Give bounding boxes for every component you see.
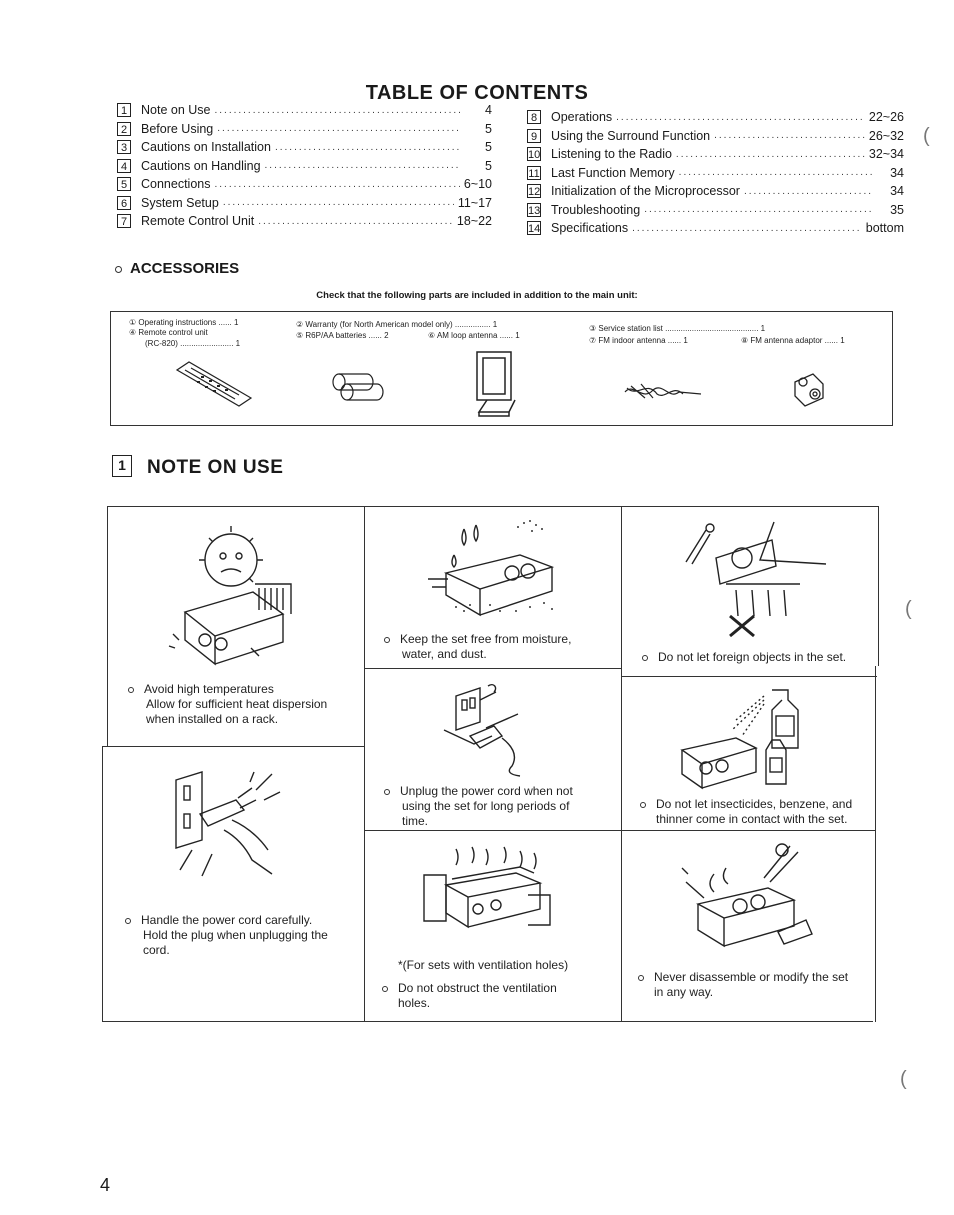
accessories-check-note: Check that the following parts are included in addition to the main unit: (316, 290, 638, 301)
toc-leader (215, 179, 460, 190)
accessories-box (110, 311, 893, 426)
toc-number: 5 (117, 177, 131, 191)
caption-text: Keep the set free from moisture, (400, 632, 572, 646)
toc-label: Troubleshooting (551, 202, 641, 217)
toc-leader (714, 130, 865, 141)
toc-label: Last Function Memory (551, 165, 675, 180)
grid-border (621, 830, 875, 831)
toc-label: Cautions on Handling (141, 158, 261, 173)
toc-page: 32~34 (868, 147, 904, 162)
toc-number: 10 (528, 149, 541, 162)
toc-leader (258, 216, 453, 227)
caption-text: Do not let insecticides, benzene, and (656, 797, 853, 811)
caption-text: Unplug the power cord when not (400, 784, 573, 798)
caption-line (638, 970, 848, 985)
ventilation-illustration (416, 845, 556, 935)
toc-number: 3 (117, 140, 131, 154)
grid-border (102, 1021, 873, 1022)
toc-number: 2 (117, 122, 131, 136)
toc-label: Note on Use (141, 103, 211, 118)
bullet-icon (382, 986, 388, 992)
caption-text: in any way. (654, 985, 714, 999)
grid-border (621, 676, 877, 677)
toc-entry[interactable] (117, 212, 492, 231)
toc-page: 11~17 (457, 195, 492, 210)
toc-entry[interactable] (117, 138, 492, 157)
margin-mark: ( (923, 125, 930, 147)
toc-page: 4 (485, 103, 492, 118)
fm-indoor-antenna-icon (623, 380, 703, 404)
accessory-item: ⑥ AM loop antenna ...... 1 (428, 331, 520, 340)
toc-right-column (527, 108, 904, 238)
toc-leader (214, 105, 460, 116)
caption-text: time. (402, 814, 429, 828)
toc-page: 22~26 (868, 110, 904, 125)
accessory-item: ⑧ FM antenna adaptor ...... 1 (741, 336, 845, 345)
bullet-icon (128, 687, 134, 693)
toc-page: 5 (485, 121, 492, 136)
section-title: NOTE ON USE (147, 457, 284, 478)
page-number: 4 (100, 1175, 111, 1195)
grid-border (107, 506, 879, 507)
grid-border (364, 668, 621, 669)
toc-label: Listening to the Radio (551, 147, 672, 162)
grid-border (621, 506, 622, 1022)
toc-label: Initialization of the Microprocessor (551, 184, 740, 199)
toc-entry[interactable] (117, 120, 492, 139)
accessory-item: ④ Remote control unit (129, 328, 208, 337)
toc-page: bottom (865, 221, 904, 236)
toc-leader (676, 149, 865, 160)
caption-line (125, 913, 328, 928)
power-cord-illustration (172, 770, 292, 880)
toc-number: 4 (117, 159, 131, 173)
caption-line (384, 784, 573, 799)
toc-page: 34 (890, 184, 904, 199)
grid-border (364, 830, 621, 831)
toc-label: Using the Surround Function (551, 128, 711, 143)
toc-number: 12 (528, 186, 541, 199)
caption-text: cord. (143, 943, 170, 957)
toc-page: 26~32 (868, 128, 904, 143)
caution-disassemble (638, 970, 848, 1000)
heat-warning-illustration (165, 522, 305, 672)
chemicals-illustration (676, 680, 826, 790)
accessory-item: ② Warranty (for North American model only) ................ 1 (296, 320, 498, 329)
toc-entry[interactable] (527, 182, 904, 201)
caution-high-temp (128, 682, 327, 727)
accessory-item: ⑦ FM indoor antenna ...... 1 (589, 336, 688, 345)
bullet-icon (384, 637, 390, 643)
toc-number: 8 (527, 110, 541, 124)
caption-text: using the set for long periods of (402, 799, 570, 813)
bullet-icon (640, 802, 646, 808)
caption-text: Avoid high temperatures (144, 682, 274, 696)
caution-power-cord (125, 913, 328, 958)
margin-mark: ( (905, 598, 912, 620)
toc-leader (644, 204, 872, 215)
toc-leader (679, 167, 872, 178)
toc-label: Before Using (141, 121, 214, 136)
toc-page: 6~10 (463, 177, 492, 192)
toc-entry[interactable] (527, 201, 904, 220)
toc-entry[interactable] (527, 108, 904, 127)
toc-leader (275, 142, 460, 153)
toc-page: 35 (890, 202, 904, 217)
toc-number: 14 (528, 223, 541, 236)
moisture-dust-illustration (420, 515, 570, 625)
accessory-item: ③ Service station list .......................................... 1 (589, 324, 766, 333)
toc-number: 11 (528, 167, 540, 180)
bullet-icon (642, 655, 648, 661)
toc-left-column (117, 101, 492, 231)
toc-entry[interactable] (527, 164, 904, 183)
accessory-item: (RC-820) ........................ 1 (145, 339, 241, 348)
toc-page: 18~22 (456, 214, 492, 229)
toc-label: Operations (551, 110, 613, 125)
caption-text: Hold the plug when unplugging the (143, 928, 328, 942)
toc-leader (616, 112, 865, 123)
caption-text: Do not obstruct the ventilation (398, 981, 557, 995)
fm-antenna-adaptor-icon (789, 370, 829, 410)
caution-unplug (384, 784, 573, 829)
unplug-illustration (440, 678, 550, 778)
toc-entry[interactable] (117, 175, 492, 194)
accessories-heading (115, 260, 239, 277)
caption-line (384, 632, 571, 647)
toc-title: TABLE OF CONTENTS (365, 82, 589, 104)
bullet-icon (384, 789, 390, 795)
toc-entry[interactable] (527, 127, 904, 146)
grid-border (102, 746, 103, 1022)
grid-border (878, 506, 879, 666)
bullet-icon (638, 975, 644, 981)
toc-number: 7 (117, 214, 131, 228)
caption-line (382, 981, 557, 996)
caution-ventilation (382, 981, 557, 1011)
toc-number: 13 (528, 204, 541, 217)
toc-entry[interactable] (117, 157, 492, 176)
caution-chemicals (640, 797, 852, 827)
toc-label: Specifications (551, 221, 629, 236)
margin-mark: ( (900, 1068, 907, 1090)
caption-text: holes. (398, 996, 431, 1010)
grid-border (102, 746, 364, 747)
toc-label: System Setup (141, 195, 219, 210)
toc-entry[interactable] (117, 101, 492, 120)
toc-leader (265, 160, 460, 171)
toc-leader (217, 123, 460, 134)
bullet-icon (125, 918, 131, 924)
toc-leader (632, 223, 862, 234)
toc-entry[interactable] (117, 194, 492, 213)
toc-entry[interactable] (527, 219, 904, 238)
caption-text: Handle the power cord carefully. (141, 913, 313, 927)
toc-number: 9 (527, 129, 541, 143)
caption-text: Never disassemble or modify the set (654, 970, 849, 984)
remote-control-icon (173, 362, 263, 412)
toc-page: 5 (485, 140, 492, 155)
toc-leader (744, 186, 872, 197)
toc-entry[interactable] (527, 145, 904, 164)
am-loop-antenna-icon (469, 350, 529, 420)
toc-label: Cautions on Installation (141, 140, 271, 155)
toc-page: 5 (485, 158, 492, 173)
batteries-icon (329, 370, 389, 402)
caption-text: Do not let foreign objects in the set. (658, 650, 847, 664)
caption-text: thinner come in contact with the set. (656, 812, 848, 826)
grid-border (364, 506, 365, 1022)
section-number: 1 (112, 455, 132, 477)
caption-line (128, 682, 327, 697)
caption-line (642, 650, 846, 665)
bullet-icon (115, 266, 122, 273)
toc-number: 1 (117, 103, 131, 117)
caption-text: when installed on a rack. (146, 712, 279, 726)
caption-line (640, 797, 852, 812)
toc-leader (223, 197, 454, 208)
accessories-heading-text: ACCESSORIES (130, 260, 240, 277)
disassemble-illustration (678, 838, 828, 950)
ventilation-note: *(For sets with ventilation holes) (398, 958, 569, 972)
grid-border (875, 666, 876, 1022)
toc-label: Connections (141, 177, 211, 192)
toc-page: 34 (890, 165, 904, 180)
toc-label: Remote Control Unit (141, 214, 255, 229)
foreign-objects-illustration (676, 520, 836, 640)
caption-text: water, and dust. (402, 647, 487, 661)
caution-moisture (384, 632, 571, 662)
grid-border (107, 506, 108, 746)
caption-text: Allow for sufficient heat dispersion (146, 697, 328, 711)
caution-foreign-objects (642, 650, 846, 665)
accessory-item: ① Operating instructions ...... 1 (129, 318, 239, 327)
toc-number: 6 (117, 196, 131, 210)
accessory-item: ⑤ R6P/AA batteries ...... 2 (296, 331, 389, 340)
